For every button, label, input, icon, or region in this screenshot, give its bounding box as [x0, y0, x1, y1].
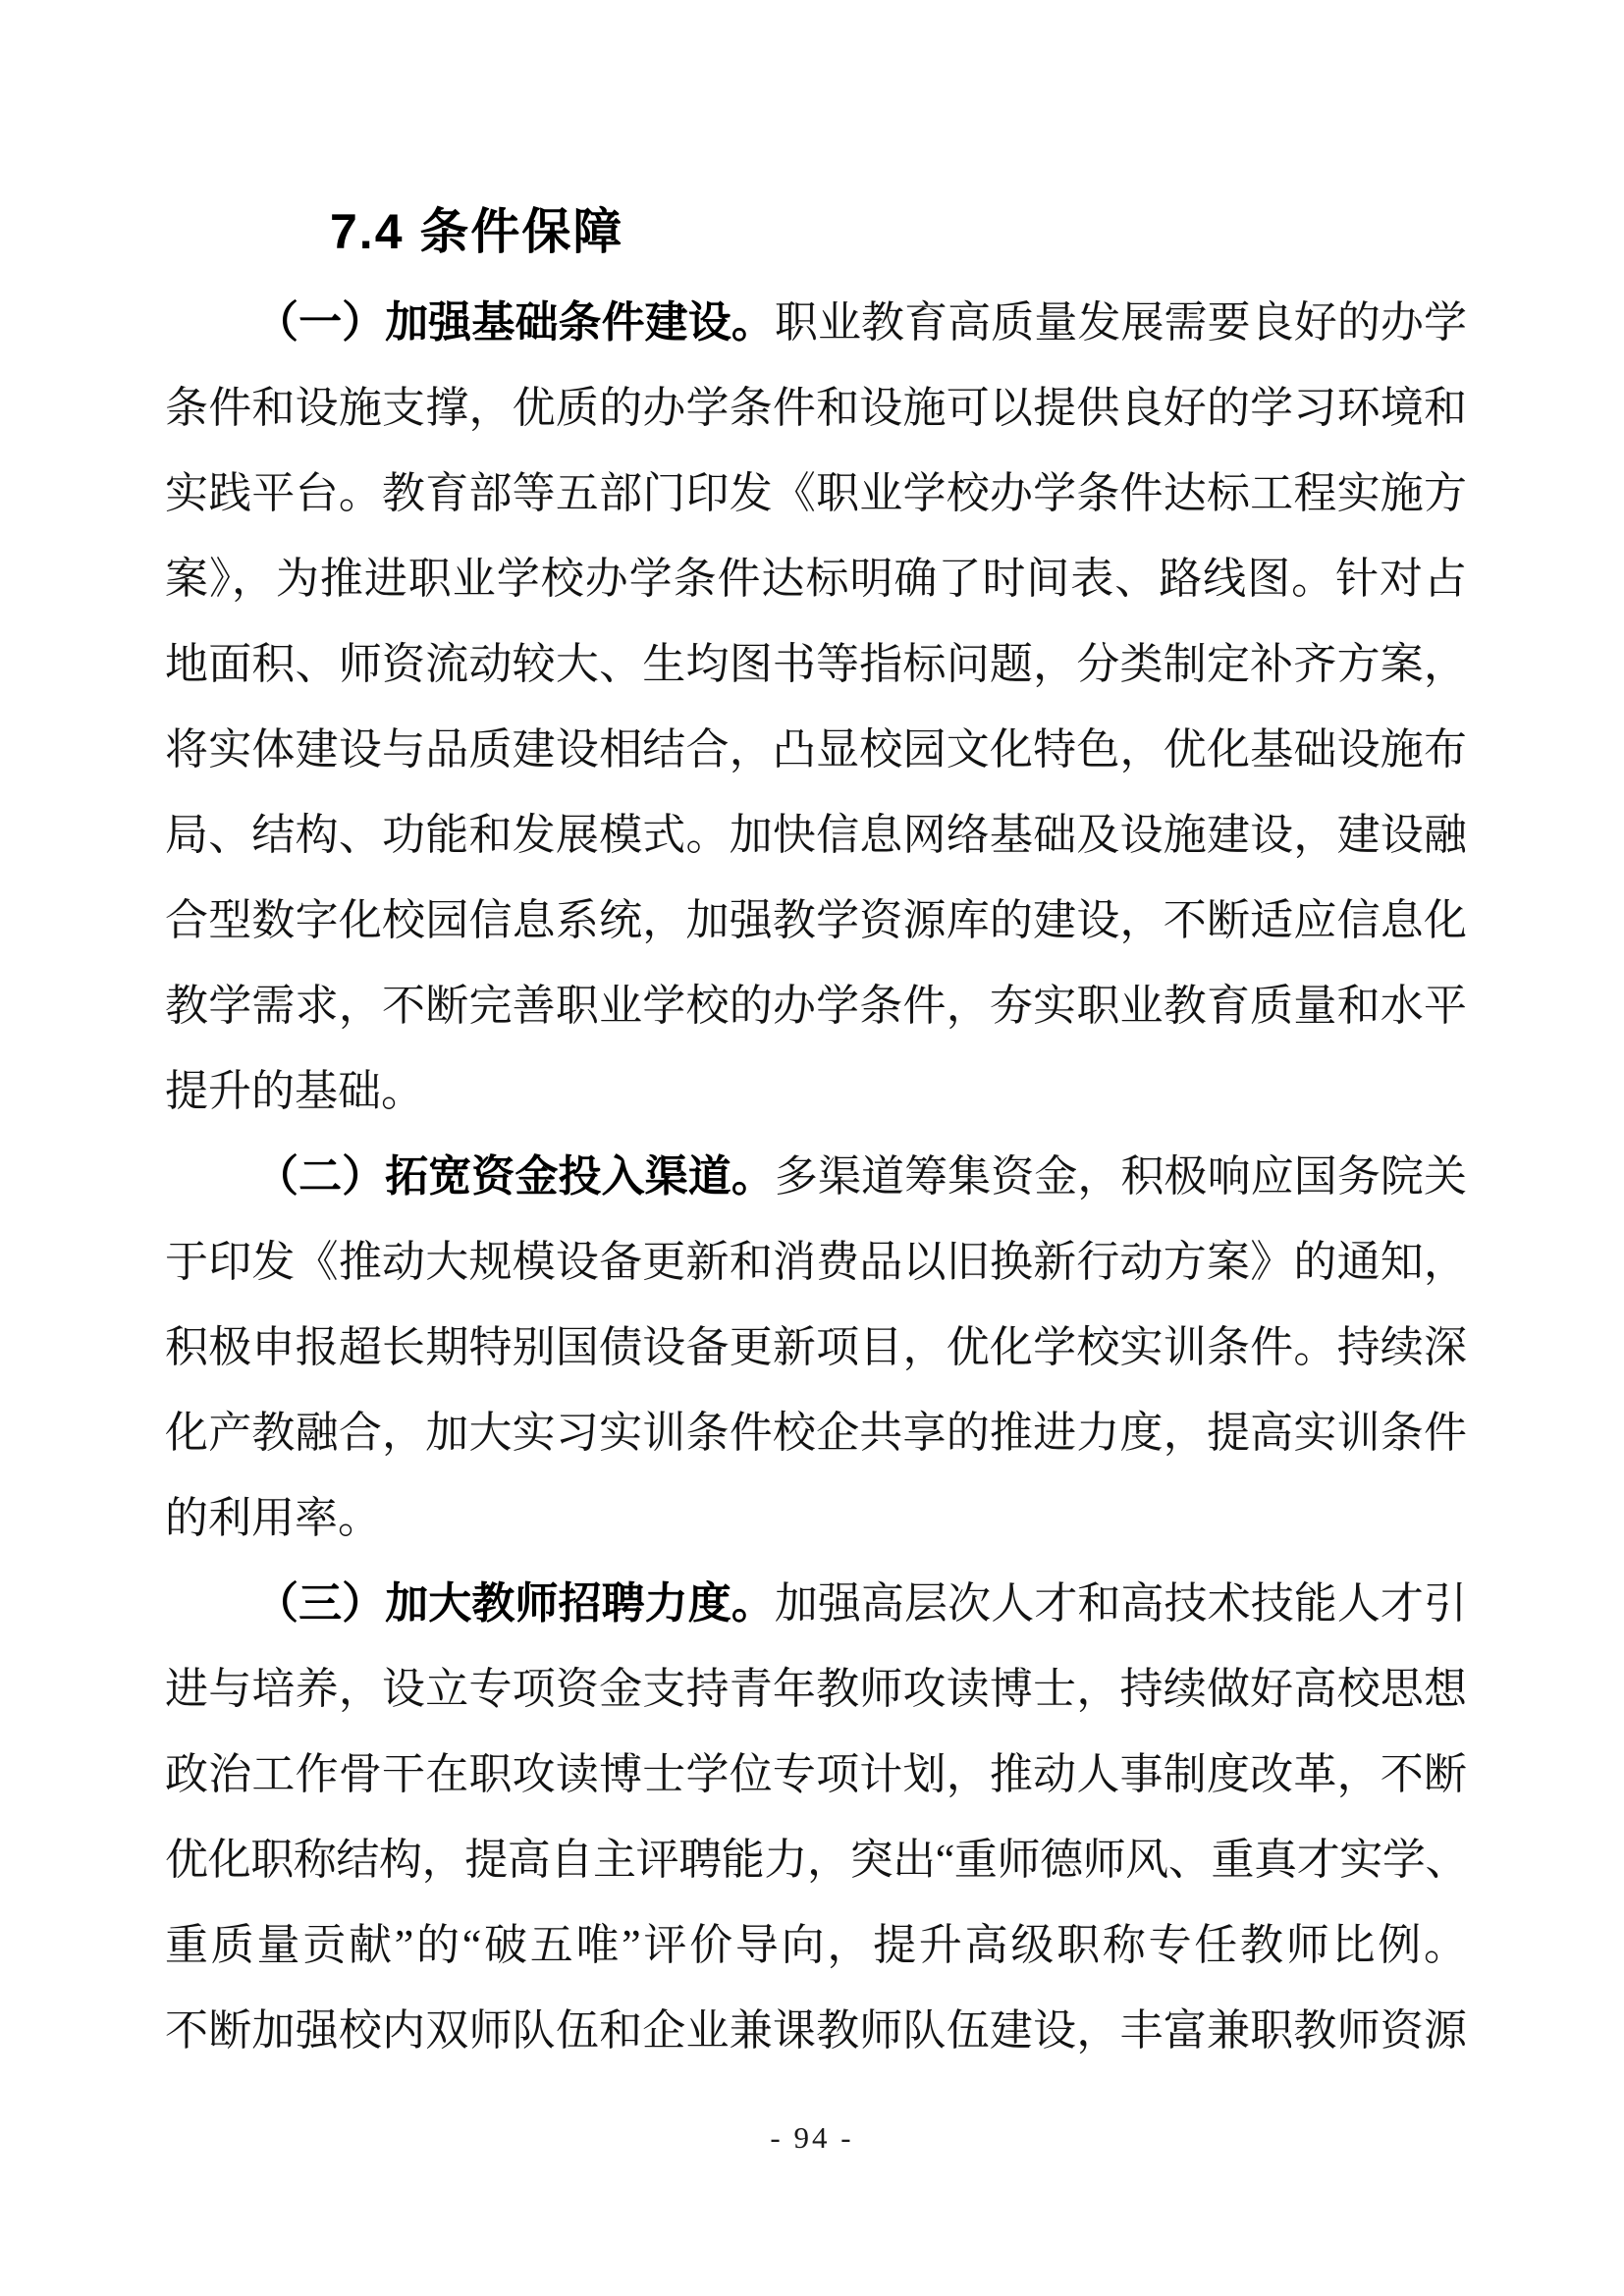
body-line: 地面积、师资流动较大、生均图书等指标问题，分类制定补齐方案，: [165, 640, 1467, 688]
body-line: 积极申报超长期特别国债设备更新项目，优化学校实训条件。持续深: [165, 1323, 1467, 1371]
body-line: 政治工作骨干在职攻读博士学位专项计划，推动人事制度改革，不断: [165, 1750, 1467, 1798]
page-number: - 94 -: [770, 2120, 854, 2155]
body-line: [165, 1134, 1467, 1219]
body-line: 提升的基础。: [165, 1067, 424, 1115]
body-line: 于印发《推动大规模设备更新和消费品以旧换新行动方案》的通知，: [165, 1238, 1467, 1286]
section-heading: 7.4 条件保障: [330, 204, 624, 259]
body-line: [165, 280, 1467, 365]
paragraph-3: [165, 1561, 1467, 2073]
paragraph-1: [165, 280, 1467, 1134]
paragraph-lead: （一）加强基础条件建设。: [255, 298, 775, 347]
body-line: [165, 1561, 1467, 1646]
body-line: 合型数字化校园信息系统，加强教学资源库的建设，不断适应信息化: [165, 896, 1467, 944]
body-text: 加强高层次人才和高技术技能人才引: [774, 1579, 1467, 1628]
body-line: 进与培养，设立专项资金支持青年教师攻读博士，持续做好高校思想: [165, 1665, 1467, 1713]
body-line: 的利用率。: [165, 1494, 381, 1542]
body-line: 案》，为推进职业学校办学条件达标明确了时间表、路线图。针对占: [165, 555, 1467, 603]
page-body: [165, 280, 1467, 2073]
body-line: 优化职称结构，提高自主评聘能力，突出“重师德师风、重真才实学、: [165, 1836, 1467, 1884]
body-line: 重质量贡献”的“破五唯”评价导向，提升高级职称专任教师比例。: [165, 1921, 1467, 1969]
body-line: 不断加强校内双师队伍和企业兼课教师队伍建设，丰富兼职教师资源: [165, 2006, 1467, 2055]
paragraph-lead: （三）加大教师招聘力度。: [255, 1579, 775, 1628]
body-text: 职业教育高质量发展需要良好的办学: [774, 298, 1467, 347]
body-line: 局、结构、功能和发展模式。加快信息网络基础及设施建设，建设融: [165, 811, 1467, 859]
body-line: 化产教融合，加大实习实训条件校企共享的推进力度，提高实训条件: [165, 1409, 1467, 1457]
body-line: 将实体建设与品质建设相结合，凸显校园文化特色，优化基础设施布: [165, 725, 1467, 774]
body-line: 实践平台。教育部等五部门印发《职业学校办学条件达标工程实施方: [165, 469, 1467, 517]
body-line: 条件和设施支撑，优质的办学条件和设施可以提供良好的学习环境和: [165, 384, 1467, 432]
paragraph-2: [165, 1134, 1467, 1561]
paragraph-lead: （二）拓宽资金投入渠道。: [255, 1152, 775, 1201]
body-text: 多渠道筹集资金，积极响应国务院关: [774, 1152, 1467, 1201]
body-line: 教学需求，不断完善职业学校的办学条件，夯实职业教育质量和水平: [165, 982, 1467, 1030]
